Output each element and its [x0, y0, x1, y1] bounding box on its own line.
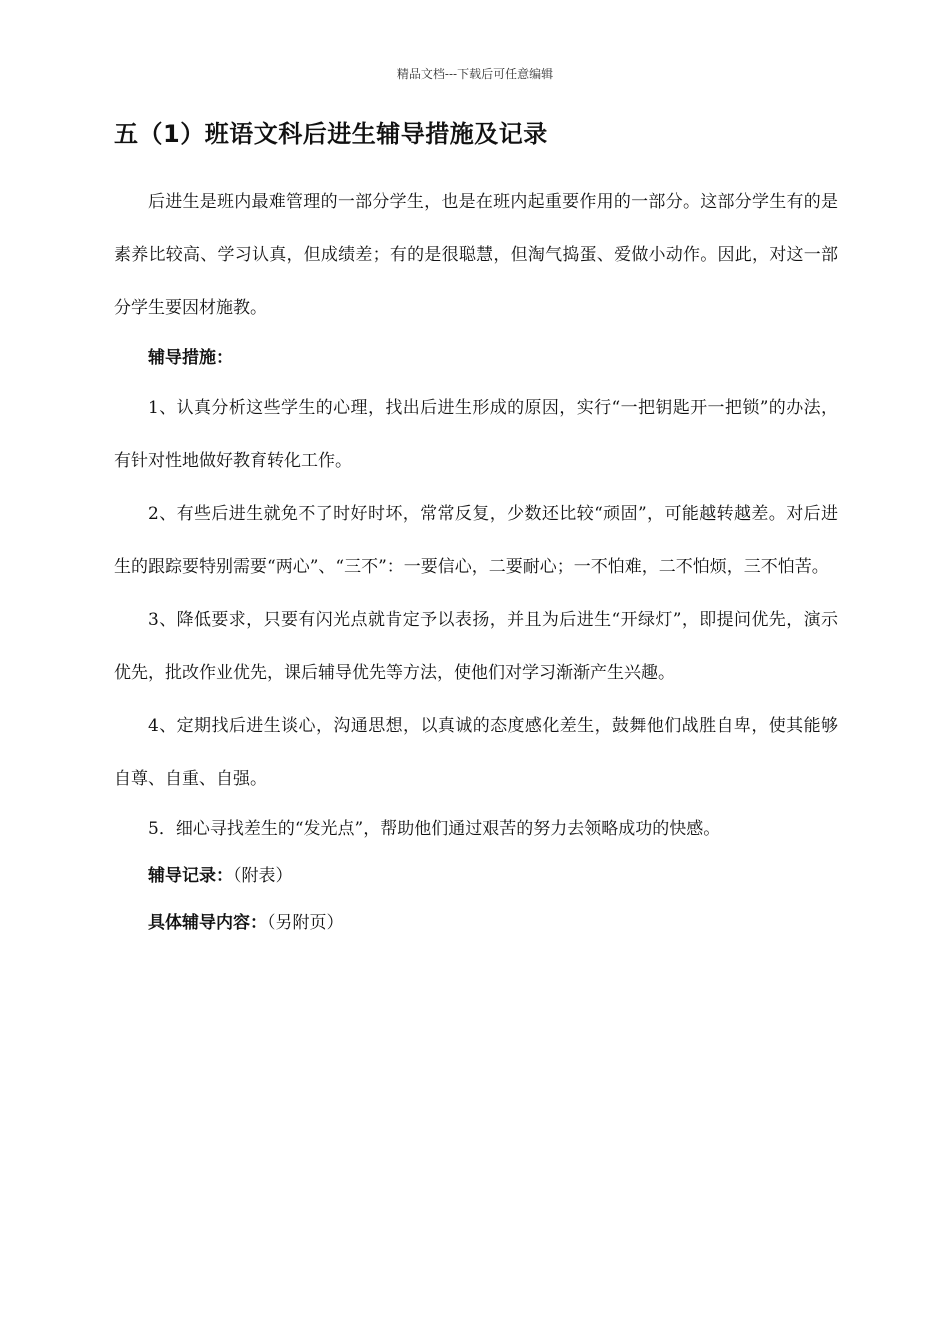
- content-line: [114, 900, 838, 947]
- document-body: [114, 176, 838, 947]
- measure-item-1: 1、认真分析这些学生的心理，找出后进生形成的原因，实行“一把钥匙开一把锁”的办法，有针对性地做好教育转化工作。: [114, 398, 838, 471]
- measures-heading-label: 辅导措施：: [148, 348, 233, 368]
- measure-item-2: 2、有些后进生就免不了时好时坏，常常反复，少数还比较“顽固”，可能越转越差。对后进生的跟踪要特别需要“两心”、“三不”：一要信心，二要耐心；一不怕难，二不怕烦，三不怕苦。: [114, 504, 838, 577]
- content-value: （另附页）: [267, 913, 344, 933]
- measures-heading: [114, 335, 838, 382]
- measure-item-4: 4、定期找后进生谈心，沟通思想，以真诚的态度感化差生，鼓舞他们战胜自卑，使其能够自尊、自重、自强。: [114, 716, 838, 789]
- measure-item-5: 5．细心寻找差生的“发光点”，帮助他们通过艰苦的努力去领略成功的快感。: [148, 819, 721, 839]
- measure-item-3: 3、降低要求，只要有闪光点就肯定予以表扬，并且为后进生“开绿灯”，即提问优先，演示优先，批改作业优先，课后辅导优先等方法，使他们对学习渐渐产生兴趣。: [114, 610, 838, 683]
- record-label: 辅导记录：: [148, 866, 233, 886]
- content-label: 具体辅导内容：: [148, 913, 267, 933]
- record-value: （附表）: [233, 866, 293, 886]
- record-line: [114, 853, 838, 900]
- page-header-note: 精品文档---下载后可任意编辑: [396, 67, 554, 81]
- document-title: 五（1）班语文科后进生辅导措施及记录: [114, 120, 548, 148]
- intro-paragraph: 后进生是班内最难管理的一部分学生，也是在班内起重要作用的一部分。这部分学生有的是素养比较高、学习认真，但成绩差；有的是很聪慧，但淘气捣蛋、爱做小动作。因此，对这一部分学生要因材施教。: [114, 192, 838, 318]
